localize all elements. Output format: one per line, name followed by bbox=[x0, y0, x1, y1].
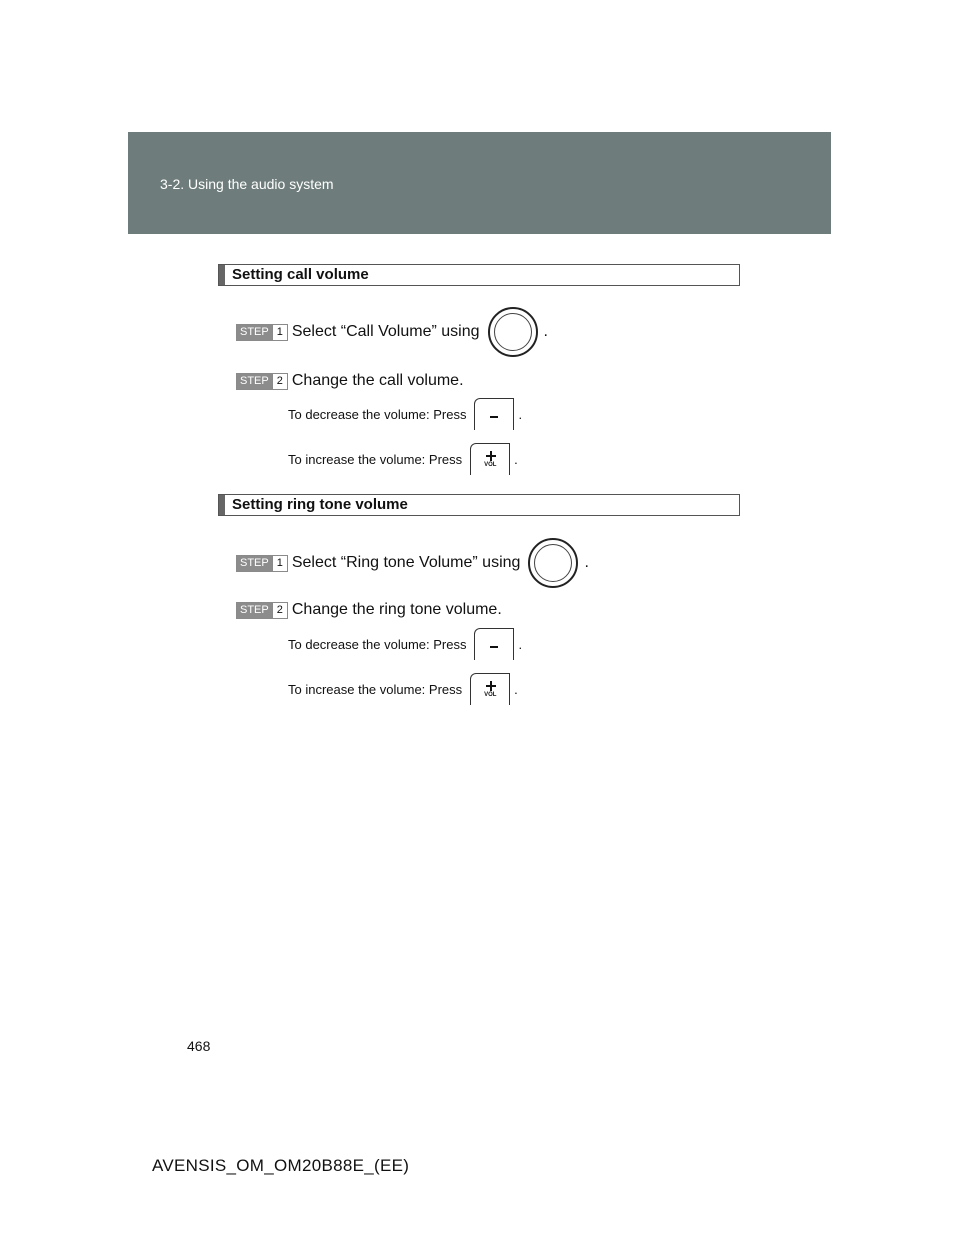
section-title: Setting ring tone volume bbox=[232, 496, 408, 513]
step-text-end: . bbox=[584, 554, 589, 571]
header-band bbox=[128, 132, 831, 234]
step-text: Change the call volume. bbox=[291, 372, 464, 389]
step-badge: STEP 2 bbox=[236, 602, 288, 619]
volume-down-button-icon bbox=[474, 628, 514, 660]
step-2-call-volume bbox=[236, 365, 464, 397]
volume-up-button-icon: VOL bbox=[470, 443, 510, 475]
document-code: AVENSIS_OM_OM20B88E_(EE) bbox=[152, 1156, 410, 1175]
step-text: Select “Ring tone Volume” using bbox=[291, 554, 521, 571]
step-badge: STEP 1 bbox=[236, 324, 288, 341]
volume-up-button-icon: VOL bbox=[470, 673, 510, 705]
step-text: Change the ring tone volume. bbox=[291, 601, 502, 618]
section-header-ring-tone-volume bbox=[218, 494, 740, 516]
page-number: 468 bbox=[187, 1038, 211, 1054]
increase-instruction: To increase the volume: Press VOL . bbox=[288, 442, 518, 476]
step-text: Select “Call Volume” using bbox=[291, 323, 480, 340]
step-text-end: . bbox=[543, 323, 548, 340]
tune-knob-icon bbox=[528, 538, 578, 588]
breadcrumb: 3-2. Using the audio system bbox=[160, 176, 334, 192]
tune-knob-icon bbox=[488, 307, 538, 357]
section-header-call-volume bbox=[218, 264, 740, 286]
step-1-call-volume bbox=[236, 316, 548, 348]
volume-down-button-icon bbox=[474, 398, 514, 430]
decrease-instruction: To decrease the volume: Press . bbox=[288, 397, 522, 431]
section-title: Setting call volume bbox=[232, 266, 369, 283]
step-badge: STEP 1 bbox=[236, 555, 288, 572]
step-badge: STEP 2 bbox=[236, 373, 288, 390]
increase-instruction: To increase the volume: Press VOL . bbox=[288, 672, 518, 706]
decrease-instruction: To decrease the volume: Press . bbox=[288, 627, 522, 661]
step-2-ring-tone bbox=[236, 594, 502, 626]
step-1-ring-tone bbox=[236, 547, 589, 579]
